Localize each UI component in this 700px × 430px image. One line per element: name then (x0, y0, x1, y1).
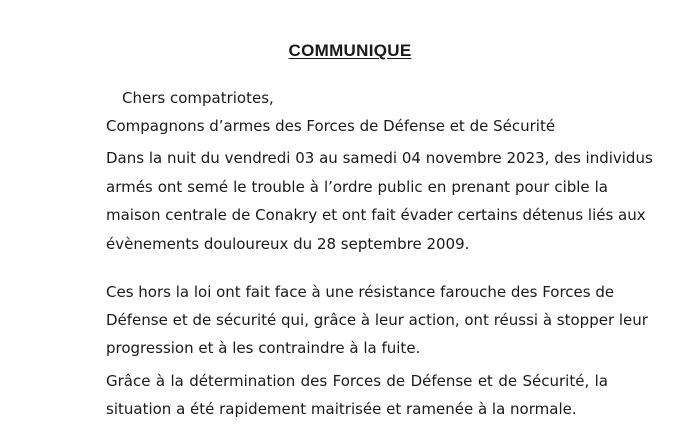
document-title: COMMUNIQUE (288, 41, 412, 60)
paragraph-1-line-1: Dans la nuit du vendredi 03 au samedi 04 novembre 2023, des individus (106, 149, 653, 167)
paragraph-2-line-3: progression et à les contraindre à la fuite. (106, 339, 421, 357)
paragraph-3-line-1: Grâce à la détermination des Forces de Défense et de Sécurité, la (106, 372, 608, 390)
paragraph-2-line-2: Défense et de sécurité qui, grâce à leur action, ont réussi à stopper leur (106, 311, 648, 329)
paragraph-1-line-4: évènements douloureux du 28 septembre 2009. (106, 235, 470, 253)
greeting-line-1: Chers compatriotes, (122, 89, 274, 107)
greeting-line-2: Compagnons d’armes des Forces de Défense et de Sécurité (106, 117, 556, 135)
paragraph-2-line-1: Ces hors la loi ont fait face à une résistance farouche des Forces de (106, 283, 615, 301)
paragraph-1-line-3: maison centrale de Conakry et ont fait évader certains détenus liés aux (106, 206, 646, 224)
paragraph-1-line-2: armés ont semé le trouble à l’ordre public en prenant pour cible la (106, 178, 608, 196)
paragraph-3-line-2: situation a été rapidement maitrisée et ramenée à la normale. (106, 400, 577, 418)
